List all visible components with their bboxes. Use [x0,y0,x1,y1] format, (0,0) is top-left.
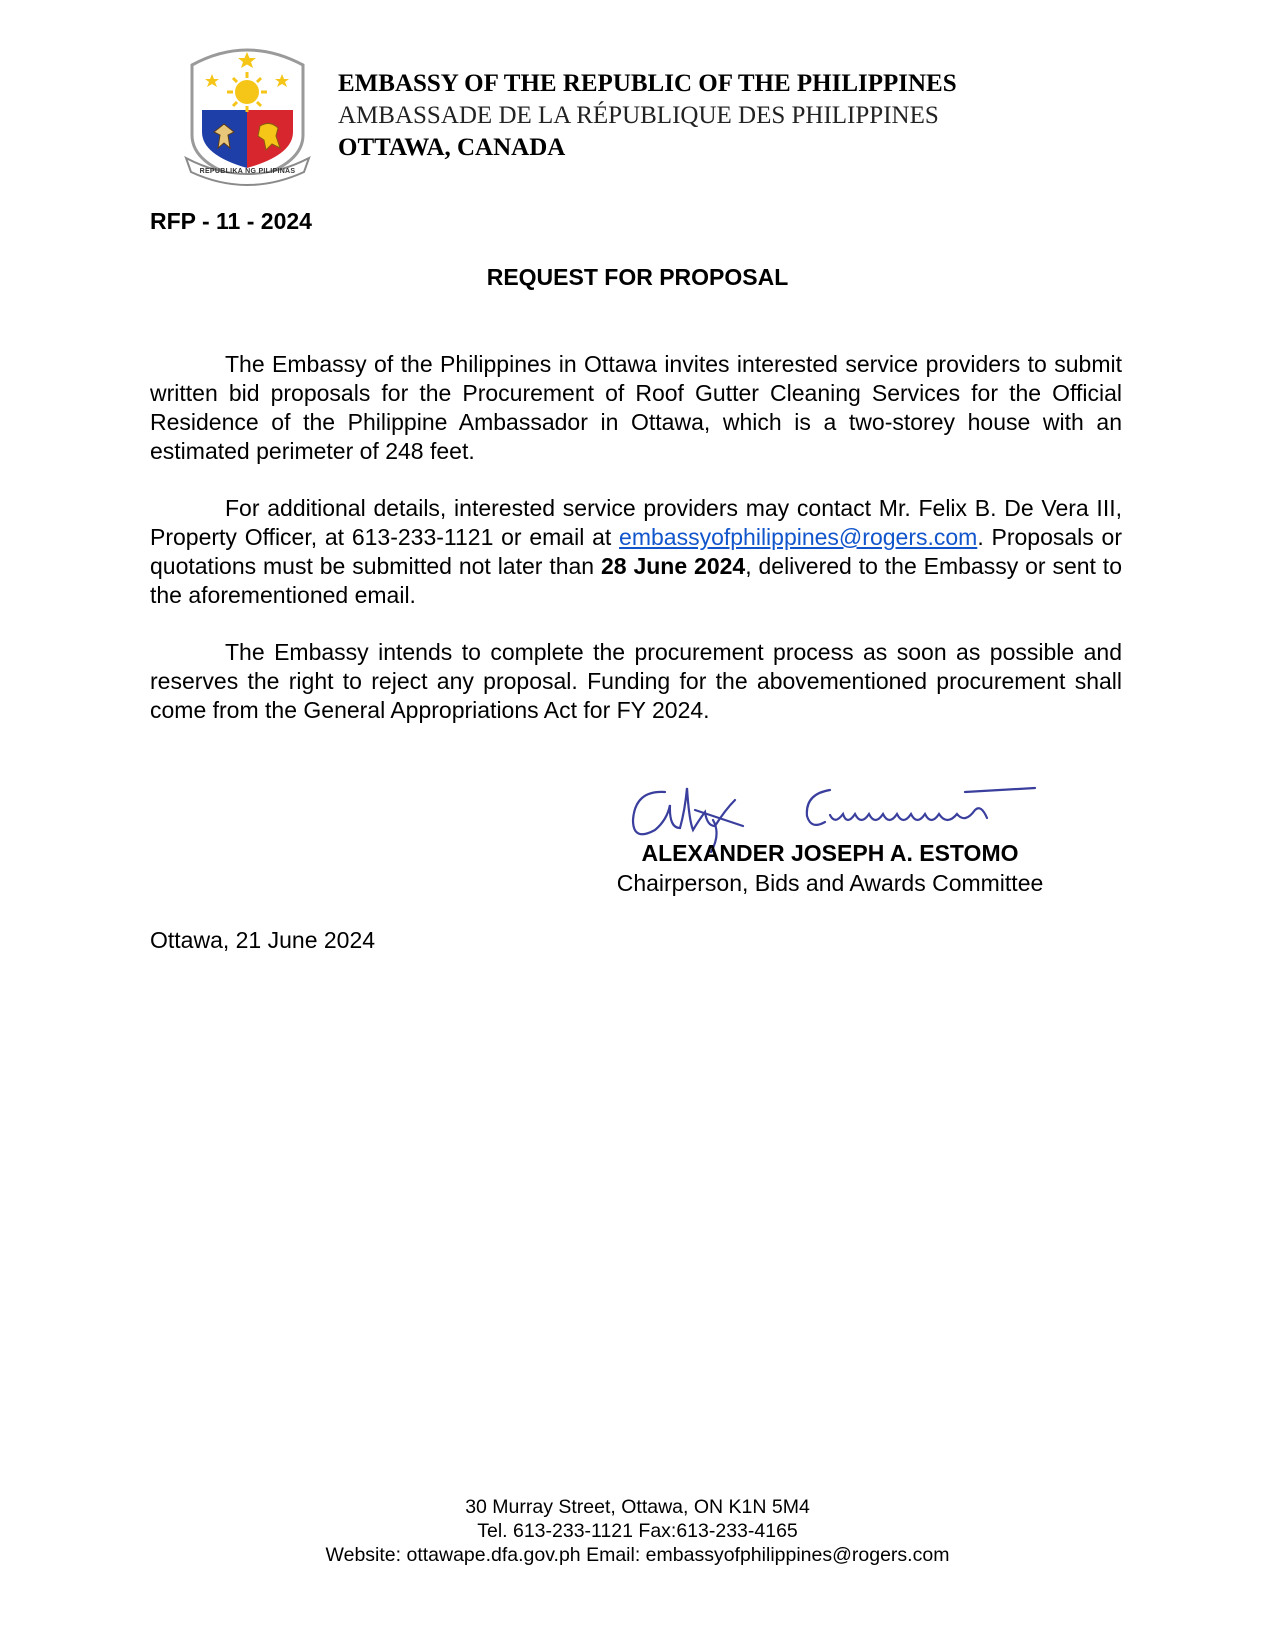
place-and-date: Ottawa, 21 June 2024 [150,927,376,953]
embassy-location: OTTAWA, CANADA [338,134,566,161]
document-title: REQUEST FOR PROPOSAL [486,264,789,290]
footer-address: 30 Murray Street, Ottawa, ON K1N 5M4 [465,1496,810,1518]
embassy-name-english: EMBASSY OF THE REPUBLIC OF THE PHILIPPINES [338,70,957,97]
paragraph-funding: The Embassy intends to complete the procurement process as soon as possible and reserves the right to reject any proposal. Funding for the abovementioned procurement shall come from the General Appropriations Act for FY 2024. [150,639,1122,723]
page-footer [0,1495,1275,1567]
signer-title: Chairperson, Bids and Awards Committee [616,870,1044,896]
footer-phone-fax: Tel. 613-233-1121 Fax:613-233-4165 [477,1520,798,1542]
sun-icon [227,72,267,112]
delivery-text: , delivered to the Embassy or sent to the aforementioned email. [150,553,1122,608]
footer-web-email: Website: ottawape.dfa.gov.ph Email: embassyofphilippines@rogers.com [325,1544,950,1566]
paragraph-contact [150,494,1122,610]
seal-inscription: REPUBLIKA NG PILIPINAS [199,168,296,175]
deadline-date: 28 June 2024 [600,553,746,579]
embassy-name-french: AMBASSADE DE LA RÉPUBLIQUE DES PHILIPPINES [338,102,939,129]
contact-text: For additional details, interested service providers may contact Mr. Felix B. De Vera III, Property Officer, at 613-233-1121 or email at [150,495,1122,550]
email-link[interactable]: embassyofphilippines@rogers.com [619,524,978,550]
signature-block [560,770,1100,900]
document-body [150,350,1122,753]
embassy-name-block [338,68,957,164]
paragraph-invitation: The Embassy of the Philippines in Ottawa invites interested service providers to submit written bid proposals for the Procurement of Roof Gutter Cleaning Services for the Official Residence of the Philippine Ambassador in Ottawa, which is a two-storey house with an estimated perimeter of 248 feet. [150,351,1122,464]
letterhead [180,40,1080,190]
signer-name: ALEXANDER JOSEPH A. ESTOMO [641,840,1019,866]
reference-number: RFP - 11 - 2024 [150,208,312,234]
submission-text: . Proposals or quotations must be submitted not later than [150,524,1122,579]
